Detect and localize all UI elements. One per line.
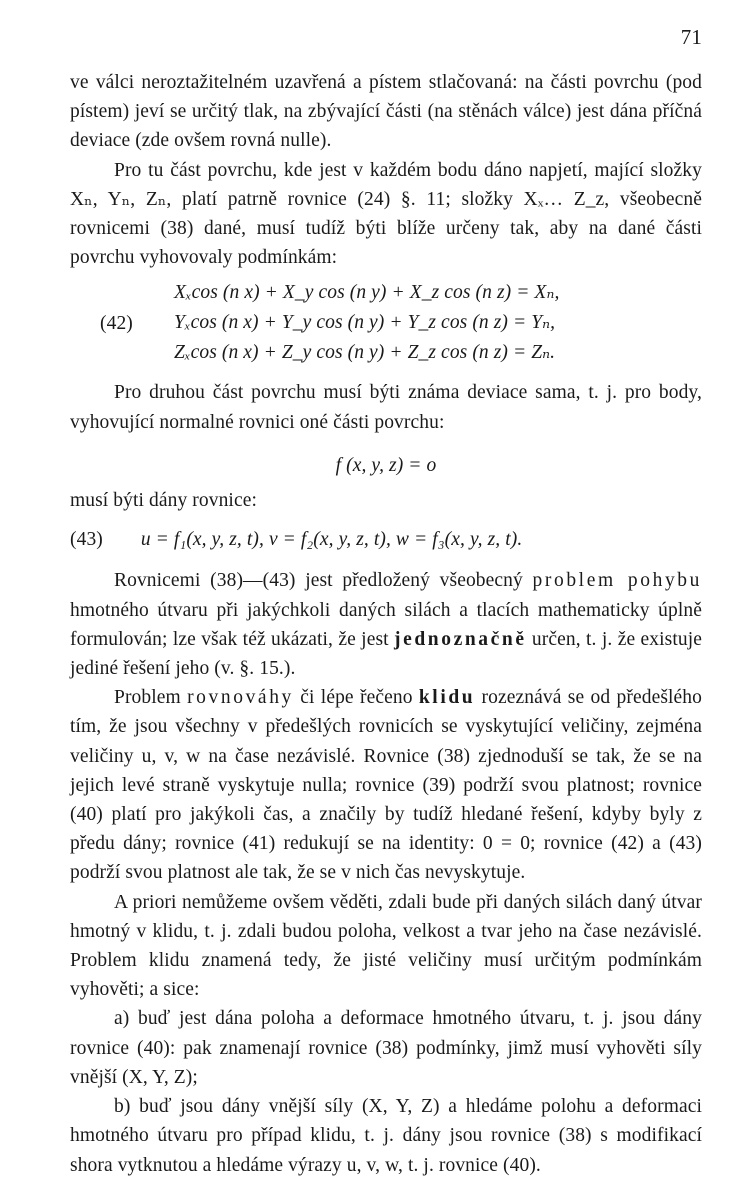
equation-42-line-3: Zₓcos (n x) + Z_y cos (n y) + Z_z cos (n z) = Zₙ. <box>174 342 556 364</box>
paragraph-7: A priori nemůžeme ovšem věděti, zdali bude při daných silách daný útvar hmotný v klidu, t. j. zdali budou poloha, velkost a tvar jeho na čase nezávislé. Problem klidu znamená tedy, že jisté veličiny musí určitým podmínkám vyhověti; a sice: <box>70 891 702 1001</box>
p5-text-c: hmotného útvaru při jakýchkoli daných silách a tlacích mathematicky úplně formulován; lze však též ukázati, že jest <box>70 599 702 650</box>
p5-bold-unique: jednoznačně <box>394 628 527 650</box>
p6-bold-rest: klidu <box>418 687 476 709</box>
page-number: 71 <box>680 25 702 49</box>
paragraph-3: Pro druhou část povrchu musí býti známa deviace sama, t. j. pro body, vyhovující normalné rovnici oné části povrchu: <box>70 382 702 433</box>
equation-42-line-2: Yₓcos (n x) + Y_y cos (n y) + Y_z cos (n z) = Yₙ, <box>174 312 556 334</box>
equation-43-body: u = f₁(x, y, z, t), v = f₂(x, y, z, t), w = f₃(x, y, z, t). <box>140 529 523 551</box>
equation-42-number: (42) <box>100 313 133 335</box>
surface-equation: f (x, y, z) = o <box>335 454 437 476</box>
p5-text-e: určen, t. j. že existuje jediné řešení jeho (v. §. 15.). <box>70 628 702 680</box>
paragraph-9-item-b: b) buď jsou dány vnější síly (X, Y, Z) a hledáme polohu a deformaci hmotného útvaru pro případ klidu, t. j. dány jsou rovnice (38) s modifikací shora vytknutou a hledáme výrazy u, v, w, t. j. rovnice (40). <box>70 1096 702 1176</box>
paragraph-2: Pro tu část povrchu, kde jest v každém bodu dáno napjetí, mající složky Xₙ, Yₙ, Zₙ, platí patrně rovnice (24) §. 11; složky Xₓ… Z_z, všeobecně rovnicemi (38) dané, musí tudíž býti blíže určeny tak, aby na dané části povrchu vyhovovaly podmínkám: <box>70 159 702 269</box>
paragraph-1: ve válci neroztažitelném uzavřená a pístem stlačovaná: na části povrchu (pod pístem) jeví se určitý tlak, na zbývající části (na stěnách válce) jest dána příčná deviace (zde ovšem rovná nulle). <box>70 72 702 152</box>
paragraph-5 <box>70 566 702 683</box>
equation-43 <box>70 525 702 554</box>
equation-42-line-1: Xₓcos (n x) + X_y cos (n y) + X_z cos (n z) = Xₙ, <box>174 282 560 304</box>
p5-spaced-problem: problem pohybu <box>532 570 702 592</box>
equation-43-number: (43) <box>70 529 103 551</box>
p6-spaced-equilibrium: rovnováhy <box>187 687 294 709</box>
p6-text-e: rozeznává se od předešlého tím, že jsou všechny v předešlých rovnicích se vyskytující veličiny, zejména veličiny u, v, w na čase nezávislé. Rovnice (38) zjednoduší se tak, že se na jejich levé straně vyskytuje nulla; rovnice (39) podrží svou platnost; rovnice (40) platí pro jakýkoli čas, a značily by tudíž hledané řešení, kdyby byly z předu dány; rovnice (41) redukují se na identity: 0 = 0; rovnice (42) a (43) podrží svou platnost ale tak, že se v nich čas nevyskytuje. <box>70 687 702 884</box>
equation-42-block <box>70 278 702 368</box>
paragraph-6 <box>70 683 702 887</box>
p6-text-c: či lépe řečeno <box>293 687 419 709</box>
p6-text-a: Problem <box>114 687 188 709</box>
p5-text-a: Rovnicemi (38)—(43) jest předložený všeobecný <box>114 570 533 592</box>
paragraph-8-item-a: a) buď jest dána poloha a deformace hmotného útvaru, t. j. jsou dány rovnice (40): pak znamenají rovnice (38) podmínky, jimž musí vyhověti síly vnější (X, Y, Z); <box>70 1008 702 1088</box>
paragraph-4: musí býti dány rovnice: <box>70 490 257 512</box>
